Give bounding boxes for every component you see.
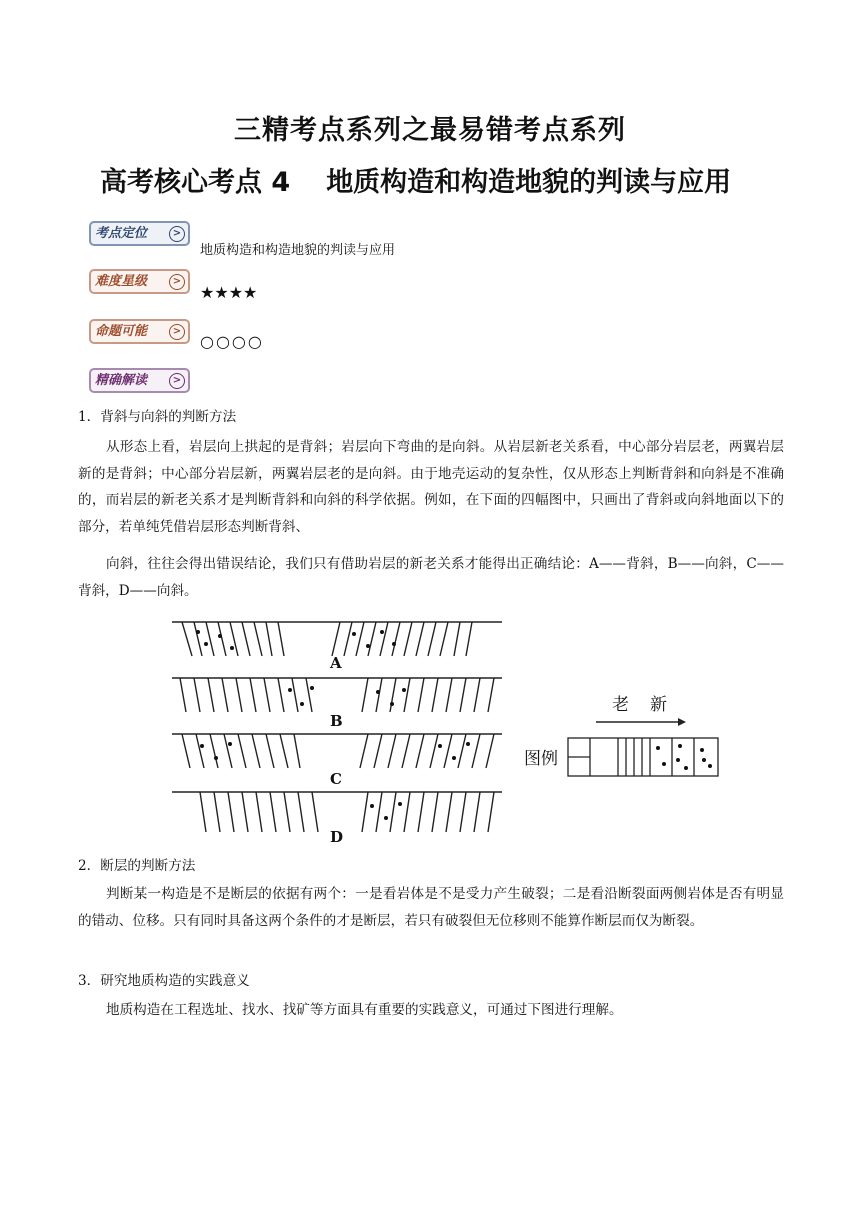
likelihood-circles: ○○○○ <box>200 332 264 351</box>
section-1-paragraph-1: 从形态上看，岩层向上拱起的是背斜；岩层向下弯曲的是向斜。从岩层新老关系看，中心部分岩层老，两翼岩层新的是背斜；中心部分岩层新，两翼岩层老的是向斜。由于地壳运动的复杂性，仅从形态上判断背斜和向斜是不准确的，而岩层的新老关系才是判断背斜和向斜的科学依据。例如，在下面的四幅图中，只画出了背斜或向斜地面以下的部分，若单纯凭借岩层形态判断背斜、 <box>78 439 784 535</box>
section-2-heading: 2．断层的判断方法 <box>78 858 196 874</box>
arrow-circle-icon: > <box>169 324 185 340</box>
label-c: C <box>330 770 342 788</box>
arrow-circle-icon: > <box>169 373 185 389</box>
subtitle-part-a: 高考核心考点 4 <box>100 167 291 198</box>
nandu-label: 难度星级 <box>95 274 148 289</box>
anticline-syncline-figure <box>172 618 732 846</box>
section-3-paragraph: 地质构造在工程选址、找水、找矿等方面具有重要的实践意义，可通过下图进行理解。 <box>106 1002 623 1018</box>
mingti-label: 命题可能 <box>95 324 148 339</box>
jingque-label: 精确解读 <box>95 373 148 388</box>
kaodian-value: 地质构造和构造地貌的判读与应用 <box>200 243 396 258</box>
section-3-heading: 3．研究地质构造的实践意义 <box>78 973 250 989</box>
legend-old: 老 <box>612 695 629 715</box>
subtitle-part-b: 地质构造和构造地貌的判读与应用 <box>326 167 732 198</box>
label-d: D <box>330 828 344 846</box>
section-2-paragraph: 判断某一构造是不是断层的依据有两个：一是看岩体是不是受力产生破裂；二是看沿断裂面两侧岩体是否有明显的错动、位移。只有同时具备这两个条件的才是断层，若只有破裂但无位移则不能算作断层而仅为断裂。 <box>78 886 784 929</box>
section-1-heading: 1．背斜与向斜的判断方法 <box>78 409 237 425</box>
document-subtitle <box>100 160 731 199</box>
label-b: B <box>330 712 343 730</box>
label-a: A <box>330 654 342 672</box>
legend-strata <box>568 738 718 776</box>
arrow-circle-icon: > <box>169 226 185 242</box>
jingque-tag <box>89 368 190 393</box>
kaodian-tag <box>89 221 190 246</box>
arrow-circle-icon: > <box>169 274 185 290</box>
difficulty-stars: ★★★★ <box>200 283 258 302</box>
section-1-paragraph-2: 向斜，往往会得出错误结论，我们只有借助岩层的新老关系才能得出正确结论：A——背斜，B——向斜，C——背斜，D——向斜。 <box>78 556 784 599</box>
nandu-tag <box>89 269 190 294</box>
arrow-right-icon <box>678 718 686 726</box>
kaodian-label: 考点定位 <box>95 226 148 241</box>
legend-title: 图例 <box>524 749 558 769</box>
document-title: 三精考点系列之最易错考点系列 <box>234 115 626 146</box>
legend-new: 新 <box>650 695 667 715</box>
mingti-tag <box>89 319 190 344</box>
